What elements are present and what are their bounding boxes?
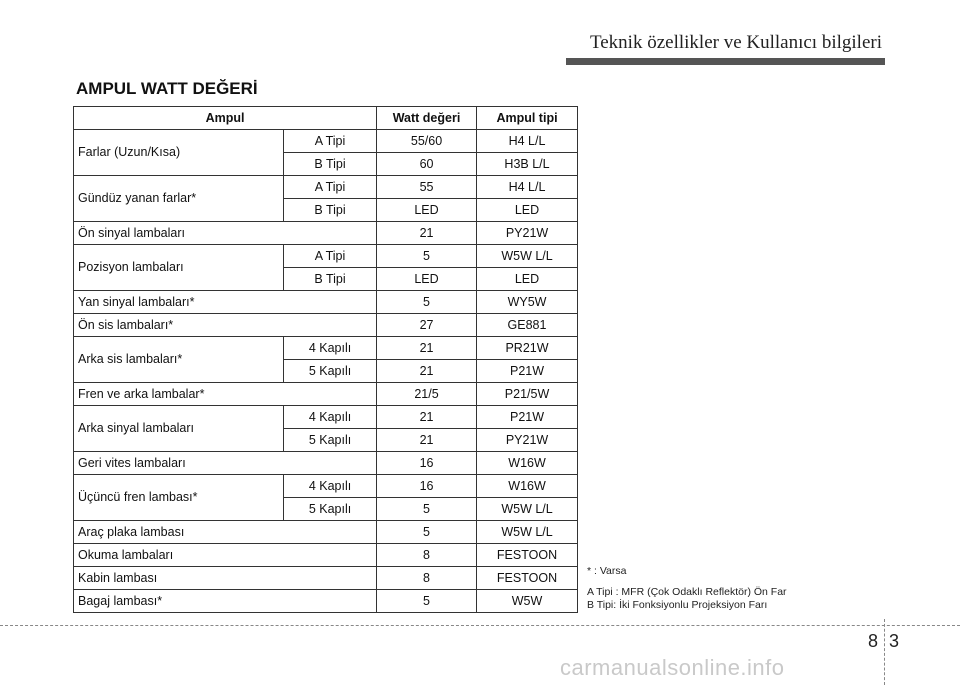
note-type-b: B Tipi: İki Fonksiyonlu Projeksiyon Farı <box>587 599 768 612</box>
bulb-type-cell: FESTOON <box>477 544 578 567</box>
watt-cell: 5 <box>377 245 477 268</box>
footer-page-divider <box>884 619 885 685</box>
bulb-type-cell: W16W <box>477 475 578 498</box>
variant-cell: 5 Kapılı <box>284 498 377 521</box>
bulb-type-cell: P21/5W <box>477 383 578 406</box>
table-row <box>74 567 578 590</box>
page-number: 3 <box>889 631 900 651</box>
table-row <box>74 383 578 406</box>
bulb-name-cell: Kabin lambası <box>74 567 377 590</box>
bulb-name-cell: Fren ve arka lambalar* <box>74 383 377 406</box>
bulb-name-cell: Araç plaka lambası <box>74 521 377 544</box>
watt-cell: 60 <box>377 153 477 176</box>
bulb-type-cell: LED <box>477 199 578 222</box>
table-row <box>74 130 578 153</box>
bulb-type-cell: PR21W <box>477 337 578 360</box>
bulb-name-cell: Üçüncü fren lambası* <box>74 475 284 521</box>
bulb-name-cell: Bagaj lambası* <box>74 590 377 613</box>
bulb-type-cell: P21W <box>477 360 578 383</box>
table-row <box>74 291 578 314</box>
watt-cell: 21/5 <box>377 383 477 406</box>
watt-cell: 21 <box>377 406 477 429</box>
header-title: Teknik özellikler ve Kullanıcı bilgileri <box>589 32 882 53</box>
bulb-type-cell: LED <box>477 268 578 291</box>
bulb-type-cell: FESTOON <box>477 567 578 590</box>
watt-cell: 21 <box>377 360 477 383</box>
variant-cell: A Tipi <box>284 176 377 199</box>
table-row <box>74 406 578 429</box>
bulb-type-cell: W5W L/L <box>477 245 578 268</box>
note-asterisk: * : Varsa <box>587 565 627 577</box>
bulb-name-cell: Okuma lambaları <box>74 544 377 567</box>
watt-cell: 55/60 <box>377 130 477 153</box>
bulb-name-cell: Farlar (Uzun/Kısa) <box>74 130 284 176</box>
table-row <box>74 475 578 498</box>
variant-cell: A Tipi <box>284 245 377 268</box>
watt-cell: 5 <box>377 521 477 544</box>
watermark: carmanualsonline.info <box>560 655 785 680</box>
table-row <box>74 245 578 268</box>
watt-cell: 27 <box>377 314 477 337</box>
header-type: Ampul tipi <box>477 107 578 130</box>
table-body <box>74 130 578 613</box>
watt-cell: 16 <box>377 475 477 498</box>
bulb-type-cell: PY21W <box>477 222 578 245</box>
watt-cell: 21 <box>377 337 477 360</box>
table-row <box>74 521 578 544</box>
bulb-name-cell: Yan sinyal lambaları* <box>74 291 377 314</box>
bulb-type-cell: H4 L/L <box>477 176 578 199</box>
watt-cell: 21 <box>377 222 477 245</box>
table-row <box>74 452 578 475</box>
header-bar <box>566 58 885 65</box>
watt-cell: 5 <box>377 590 477 613</box>
bulb-type-cell: H3B L/L <box>477 153 578 176</box>
bulb-wattage-table <box>73 106 578 613</box>
bulb-type-cell: W5W L/L <box>477 521 578 544</box>
variant-cell: 4 Kapılı <box>284 475 377 498</box>
note-type-a: A Tipi : MFR (Çok Odaklı Reflektör) Ön Far <box>587 586 787 599</box>
variant-cell: 4 Kapılı <box>284 337 377 360</box>
watt-cell: LED <box>377 268 477 291</box>
variant-cell: B Tipi <box>284 153 377 176</box>
table-row <box>74 590 578 613</box>
section-title: AMPUL WATT DEĞERİ <box>76 79 258 98</box>
watt-cell: 55 <box>377 176 477 199</box>
footnotes <box>587 565 787 612</box>
bulb-type-cell: W5W L/L <box>477 498 578 521</box>
bulb-name-cell: Ön sinyal lambaları <box>74 222 377 245</box>
watt-cell: 16 <box>377 452 477 475</box>
table-row <box>74 544 578 567</box>
watt-cell: 5 <box>377 498 477 521</box>
bulb-type-cell: P21W <box>477 406 578 429</box>
bulb-name-cell: Arka sinyal lambaları <box>74 406 284 452</box>
bulb-type-cell: WY5W <box>477 291 578 314</box>
bulb-type-cell: H4 L/L <box>477 130 578 153</box>
variant-cell: 5 Kapılı <box>284 429 377 452</box>
bulb-type-cell: PY21W <box>477 429 578 452</box>
variant-cell: 5 Kapılı <box>284 360 377 383</box>
table-row <box>74 176 578 199</box>
variant-cell: B Tipi <box>284 268 377 291</box>
bulb-name-cell: Geri vites lambaları <box>74 452 377 475</box>
table-header-row <box>74 107 578 130</box>
watt-cell: 5 <box>377 291 477 314</box>
header-watt: Watt değeri <box>377 107 477 130</box>
watt-cell: 8 <box>377 567 477 590</box>
variant-cell: 4 Kapılı <box>284 406 377 429</box>
watt-cell: LED <box>377 199 477 222</box>
table-row <box>74 314 578 337</box>
bulb-name-cell: Gündüz yanan farlar* <box>74 176 284 222</box>
header-ampul: Ampul <box>74 107 377 130</box>
page-chapter: 8 <box>868 631 879 651</box>
table-row <box>74 337 578 360</box>
variant-cell: B Tipi <box>284 199 377 222</box>
table-row <box>74 222 578 245</box>
bulb-type-cell: W5W <box>477 590 578 613</box>
bulb-type-cell: W16W <box>477 452 578 475</box>
watt-cell: 8 <box>377 544 477 567</box>
bulb-type-cell: GE881 <box>477 314 578 337</box>
bulb-name-cell: Pozisyon lambaları <box>74 245 284 291</box>
footer-divider <box>0 625 960 626</box>
bulb-name-cell: Ön sis lambaları* <box>74 314 377 337</box>
variant-cell: A Tipi <box>284 130 377 153</box>
watt-cell: 21 <box>377 429 477 452</box>
bulb-name-cell: Arka sis lambaları* <box>74 337 284 383</box>
